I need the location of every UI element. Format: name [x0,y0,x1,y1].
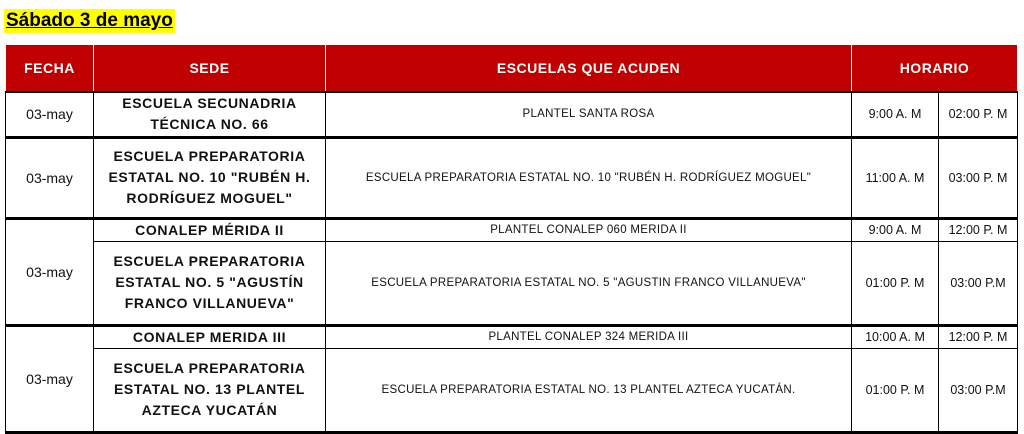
escuela-cell: ESCUELA PREPARATORIA ESTATAL NO. 13 PLANTEL AZTECA YUCATÁN. [326,348,852,432]
schedule-table [5,44,1018,434]
header-row [6,45,1018,93]
hora-fin-cell: 03:00 P.M [939,241,1018,325]
escuela-cell: ESCUELA PREPARATORIA ESTATAL NO. 10 "RUBÉN H. RODRÍGUEZ MOGUEL" [326,137,852,218]
sede-cell: ESCUELA SECUNADRIA TÉCNICA NO. 66 [94,92,326,137]
table-row [6,325,1018,348]
table-row [6,218,1018,241]
sede-cell: ESCUELA PREPARATORIA ESTATAL NO. 5 "AGUSTÍN FRANCO VILLANUEVA" [94,241,326,325]
escuela-cell: PLANTEL SANTA ROSA [326,92,852,137]
sede-cell: ESCUELA PREPARATORIA ESTATAL NO. 13 PLANTEL AZTECA YUCATÁN [94,348,326,432]
sede-cell: ESCUELA PREPARATORIA ESTATAL NO. 10 "RUBÉN H. RODRÍGUEZ MOGUEL" [94,137,326,218]
hora-fin-cell: 12:00 P. M [939,218,1018,241]
hora-inicio-cell: 01:00 P. M [852,241,939,325]
header-horario: HORARIO [852,45,1018,93]
hora-fin-cell: 02:00 P. M [939,92,1018,137]
header-escuelas: ESCUELAS QUE ACUDEN [326,45,852,93]
escuela-cell: PLANTEL CONALEP 060 MERIDA II [326,218,852,241]
hora-fin-cell: 03:00 P.M [939,348,1018,432]
hora-inicio-cell: 9:00 A. M [852,218,939,241]
sede-cell: CONALEP MERIDA III [94,325,326,348]
hora-inicio-cell: 01:00 P. M [852,348,939,432]
table-row [6,137,1018,218]
hora-inicio-cell: 11:00 A. M [852,137,939,218]
fecha-cell: 03-may [6,137,94,218]
table-row [6,92,1018,137]
hora-inicio-cell: 9:00 A. M [852,92,939,137]
fecha-cell: 03-may [6,92,94,137]
sede-cell: CONALEP MÉRIDA II [94,218,326,241]
fecha-cell: 03-may [6,325,94,432]
hora-fin-cell: 03:00 P. M [939,137,1018,218]
page-title: Sábado 3 de mayo [6,10,173,31]
escuela-cell: ESCUELA PREPARATORIA ESTATAL NO. 5 "AGUSTIN FRANCO VILLANUEVA" [326,241,852,325]
table-row [6,241,1018,325]
table-row [6,348,1018,432]
escuela-cell: PLANTEL CONALEP 324 MERIDA III [326,325,852,348]
hora-inicio-cell: 10:00 A. M [852,325,939,348]
header-sede: SEDE [94,45,326,93]
hora-fin-cell: 12:00 P. M [939,325,1018,348]
fecha-cell: 03-may [6,218,94,325]
header-fecha: FECHA [6,45,94,93]
